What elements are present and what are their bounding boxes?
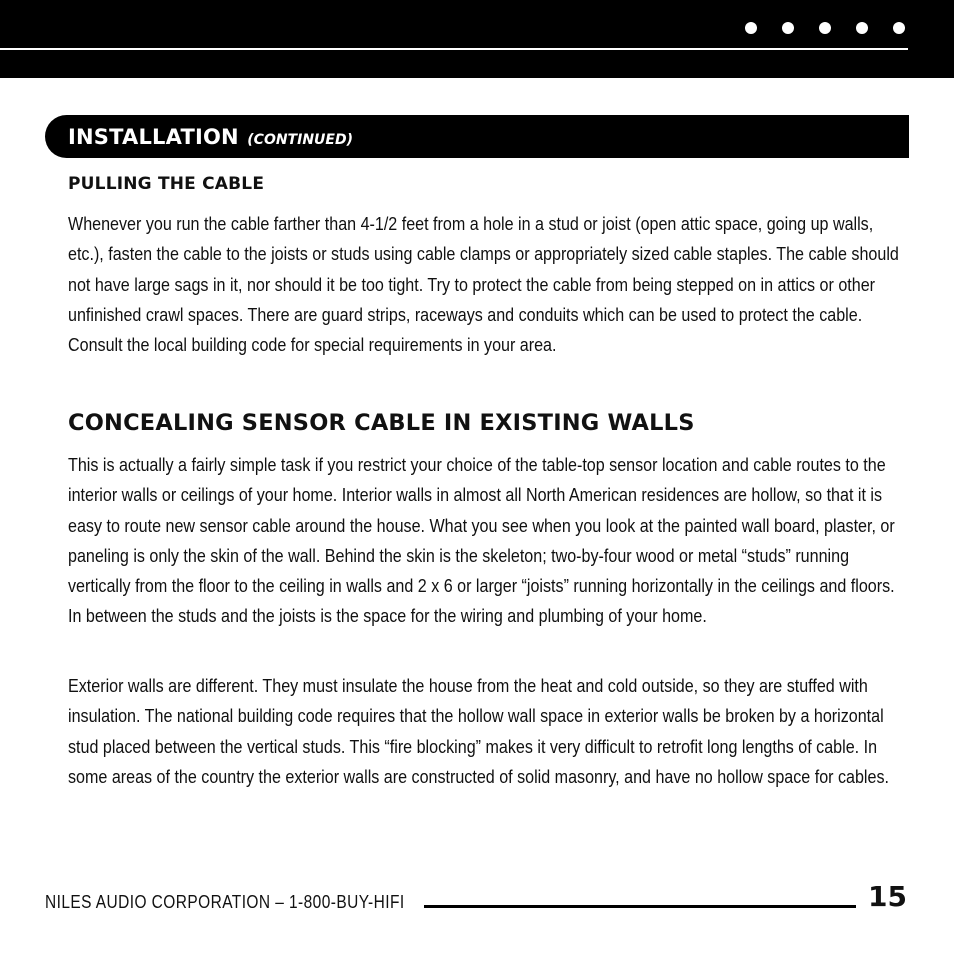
heading-concealing-cable: CONCEALING SENSOR CABLE IN EXISTING WALLS [68,410,695,436]
dot-icon [856,22,868,34]
dot-icon [782,22,794,34]
section-title-main: INSTALLATION [68,125,239,149]
section-title-band [45,115,909,158]
dot-icon [819,22,831,34]
dot-icon [745,22,757,34]
page-number: 15 [868,880,907,913]
header-dots [745,22,905,34]
paragraph-pulling-cable: Whenever you run the cable farther than 4-1/2 feet from a hole in a stud or joist (open attic space, going up walls, etc.), fasten the cable to the joists or studs using cable clamps or appropriately sized cable staples. The cable should not have large sags in it, nor should it be too tight. Try to protect the cable from being stepped on in attics or other unfinished crawl spaces. There are guard strips, raceways and conduits which can be used to protect the cable. Consult the local building code for special requirements in your area. [68,213,899,356]
header-rule [0,48,908,50]
dot-icon [893,22,905,34]
section-title [68,125,353,149]
paragraph-interior-walls: This is actually a fairly simple task if you restrict your choice of the table-top sensor location and cable routes to the interior walls or ceilings of your home. Interior walls in almost all North American residences are hollow, so that it is easy to route new sensor cable around the house. What you see when you look at the painted wall board, plaster, or paneling is only the skin of the wall. Behind the skin is the skeleton; two-by-four wood or metal “studs” running vertically from the floor to the ceiling in walls and 2 x 6 or larger “joists” running horizontally in the ceilings and floors. In between the studs and the joists is the space for the wiring and plumbing of your home. [68,454,895,627]
paragraph-exterior-walls: Exterior walls are different. They must insulate the house from the heat and cold outside, so they are stuffed with insulation. The national building code requires that the hollow wall space in exterior walls be broken by a horizontal stud placed between the vertical studs. This “fire blocking” makes it very difficult to retrofit long lengths of cable. In some areas of the country the exterior walls are constructed of solid masonry, and have no hollow space for cables. [68,675,889,787]
top-header-bar [0,0,954,78]
footer-company: NILES AUDIO CORPORATION – 1-800-BUY-HIFI [45,892,405,912]
subheading-pulling-cable: PULLING THE CABLE [68,174,265,194]
section-title-continued: (CONTINUED) [247,132,353,148]
footer-rule [424,905,856,908]
